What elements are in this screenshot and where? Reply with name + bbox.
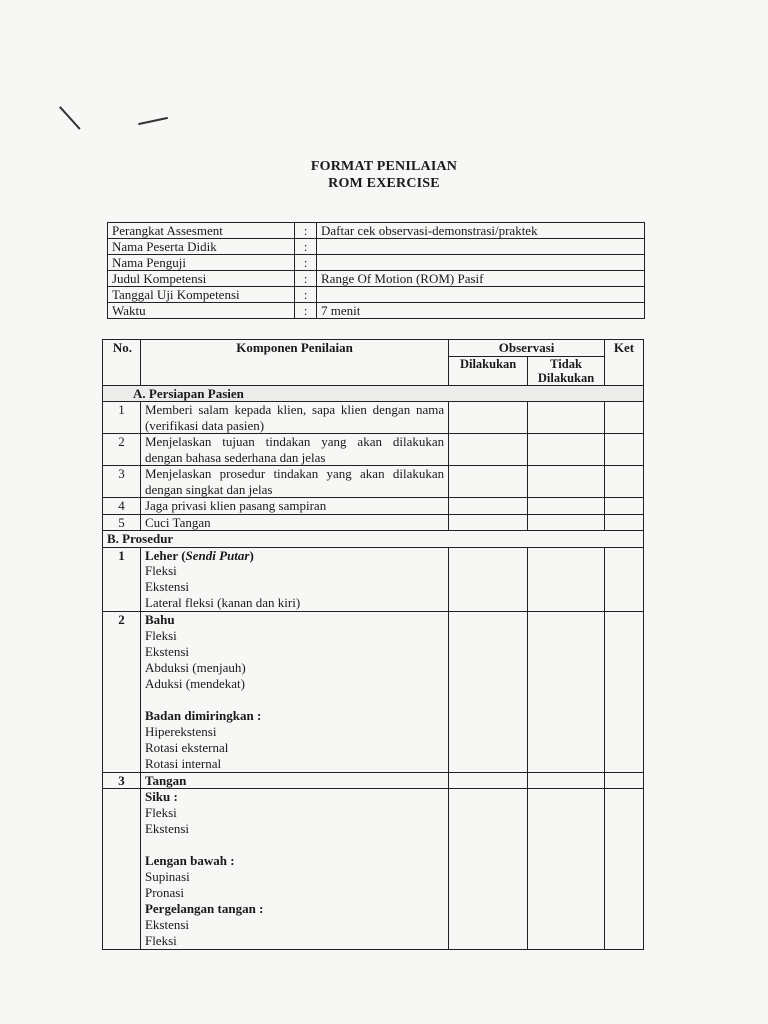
row-no: 4 [103, 498, 141, 515]
info-sep: : [295, 239, 317, 255]
tidak-dilakukan-cell[interactable] [528, 434, 605, 466]
row-no: 2 [103, 434, 141, 466]
row-no-empty [103, 789, 141, 950]
table-row [103, 789, 644, 950]
header-row [103, 340, 644, 357]
row-text: Menjelaskan tujuan tindakan yang akan dilakukan dengan bahasa sederhana dan jelas [140, 434, 448, 466]
dilakukan-label: Dilakukan [537, 370, 595, 385]
info-key: Perangkat Assesment [108, 223, 295, 239]
table-row [103, 514, 644, 531]
bahu-sub-title: Badan dimiringkan : [144, 707, 262, 723]
dilakukan-cell[interactable] [449, 402, 528, 434]
info-key: Nama Penguji [108, 255, 295, 271]
row-no: 5 [103, 514, 141, 531]
table-row [103, 466, 644, 498]
ket-cell[interactable] [605, 434, 644, 466]
row-no: 1 [103, 402, 141, 434]
table-row [103, 434, 644, 466]
tidak-dilakukan-cell[interactable] [528, 789, 605, 950]
info-sep: : [295, 223, 317, 239]
leher-title [145, 548, 444, 564]
dilakukan-cell[interactable] [449, 547, 528, 612]
info-value: Range Of Motion (ROM) Pasif [317, 271, 645, 287]
leher-cell [140, 547, 448, 612]
info-value [317, 287, 645, 303]
col-observasi-header: Observasi [449, 340, 605, 357]
col-komponen-header: Komponen Penilaian [140, 340, 448, 386]
row-text: Menjelaskan prosedur tindakan yang akan dilakukan dengan singkat dan jelas [140, 466, 448, 498]
tangan-cell [140, 789, 448, 950]
section-row [103, 385, 644, 402]
tangan-title: Tangan [140, 772, 448, 789]
bahu-cell [140, 612, 448, 773]
table-row [103, 498, 644, 515]
table-row [103, 612, 644, 773]
info-row [108, 239, 645, 255]
list-item: Lateral fleksi (kanan dan kiri) [144, 595, 301, 610]
list-item: Pronasi [144, 885, 184, 900]
info-row [108, 255, 645, 271]
col-no-header: No. [103, 340, 141, 386]
dilakukan-cell[interactable] [449, 466, 528, 498]
info-value: 7 menit [317, 303, 645, 319]
list-item: Ekstensi [144, 917, 190, 932]
section-row [103, 531, 644, 548]
info-key: Waktu [108, 303, 295, 319]
row-no: 1 [103, 547, 141, 612]
info-table [107, 222, 645, 319]
dilakukan-cell[interactable] [449, 789, 528, 950]
spacer [145, 692, 444, 708]
ket-cell[interactable] [605, 547, 644, 612]
section-b-label: B. Prosedur [103, 531, 644, 548]
leher-title-end: ) [249, 547, 254, 563]
section-a-label: A. Persiapan Pasien [103, 385, 644, 402]
tidak-dilakukan-cell[interactable] [528, 498, 605, 515]
list-item: Abduksi (menjauh) [144, 659, 246, 675]
row-text: Jaga privasi klien pasang sampiran [140, 498, 448, 515]
col-tidak-dilakukan-header [528, 356, 605, 385]
dilakukan-cell[interactable] [449, 498, 528, 515]
list-item: Fleksi [144, 805, 177, 820]
info-sep: : [295, 287, 317, 303]
list-item: Fleksi [144, 933, 177, 948]
title-line-1: FORMAT PENILAIAN [310, 159, 458, 174]
tidak-dilakukan-cell[interactable] [528, 772, 605, 789]
ket-cell[interactable] [605, 772, 644, 789]
list-item: Fleksi [144, 627, 177, 643]
info-row [108, 271, 645, 287]
info-sep: : [295, 303, 317, 319]
list-item: Hiperekstensi [144, 723, 217, 739]
info-sep: : [295, 255, 317, 271]
col-ket-header: Ket [605, 340, 644, 386]
row-no: 2 [103, 612, 141, 773]
bahu-title: Bahu [144, 612, 175, 627]
dilakukan-cell[interactable] [449, 434, 528, 466]
tidak-dilakukan-cell[interactable] [528, 547, 605, 612]
tidak-dilakukan-cell[interactable] [528, 612, 605, 773]
leher-title-text: Leher ( [144, 547, 186, 563]
list-item: Supinasi [144, 869, 190, 884]
pen-mark [59, 106, 80, 129]
ket-cell[interactable] [605, 612, 644, 773]
row-no: 3 [103, 466, 141, 498]
row-text: Cuci Tangan [140, 514, 448, 531]
list-item: Fleksi [144, 563, 177, 578]
info-row [108, 303, 645, 319]
row-no: 3 [103, 772, 141, 789]
dilakukan-cell[interactable] [449, 514, 528, 531]
pergelangan-title: Pergelangan tangan : [144, 901, 264, 916]
info-key: Tanggal Uji Kompetensi [108, 287, 295, 303]
spacer [145, 837, 444, 853]
info-value: Daftar cek observasi-demonstrasi/praktek [317, 223, 645, 239]
ket-cell[interactable] [605, 789, 644, 950]
tidak-dilakukan-cell[interactable] [528, 466, 605, 498]
assessment-table [102, 339, 644, 950]
table-row [103, 772, 644, 789]
table-row [103, 402, 644, 434]
list-item: Rotasi eksternal [144, 739, 229, 755]
tidak-dilakukan-cell[interactable] [528, 402, 605, 434]
info-key: Nama Peserta Didik [108, 239, 295, 255]
tidak-label: Tidak [550, 356, 582, 371]
info-value [317, 255, 645, 271]
col-dilakukan-header: Dilakukan [449, 356, 528, 385]
siku-title: Siku : [144, 789, 178, 804]
list-item: Ekstensi [144, 579, 190, 594]
tidak-dilakukan-cell[interactable] [528, 514, 605, 531]
info-sep: : [295, 271, 317, 287]
ket-cell[interactable] [605, 402, 644, 434]
list-item: Aduksi (mendekat) [144, 675, 245, 691]
document-title [0, 158, 768, 192]
title-line-2: ROM EXERCISE [328, 176, 440, 191]
list-item: Ekstensi [144, 821, 190, 836]
dilakukan-cell[interactable] [449, 772, 528, 789]
ket-cell[interactable] [605, 466, 644, 498]
info-value [317, 239, 645, 255]
ket-cell[interactable] [605, 498, 644, 515]
dilakukan-cell[interactable] [449, 612, 528, 773]
ket-cell[interactable] [605, 514, 644, 531]
row-text: Memberi salam kepada klien, sapa klien dengan nama (verifikasi data pasien) [140, 402, 448, 434]
lengan-title: Lengan bawah : [144, 853, 235, 868]
list-item: Rotasi internal [144, 755, 222, 771]
leher-title-italic: Sendi Putar [185, 547, 250, 563]
info-row [108, 223, 645, 239]
pen-mark [138, 117, 168, 125]
table-row [103, 547, 644, 612]
info-row [108, 287, 645, 303]
list-item: Ekstensi [144, 643, 190, 659]
info-key: Judul Kompetensi [108, 271, 295, 287]
